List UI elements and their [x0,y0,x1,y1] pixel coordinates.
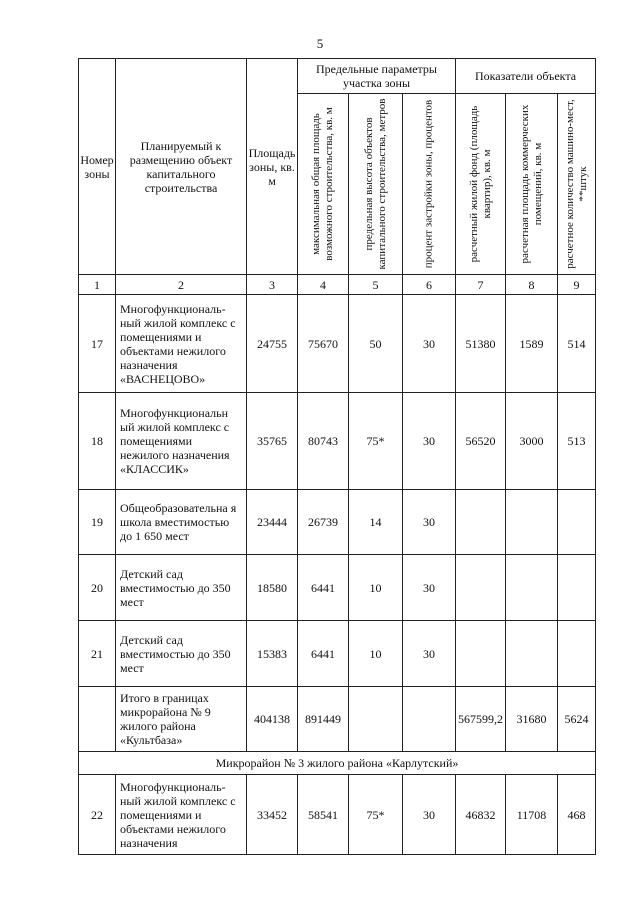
table-row [79,490,596,555]
max-height-cell: 50 [349,295,403,393]
table-row [79,621,596,687]
build-percent-cell: 30 [403,555,456,621]
commercial-area-cell [506,555,558,621]
zone-area-cell: 15383 [247,621,298,687]
zone-number-cell: 20 [79,555,116,621]
build-percent-cell: 30 [403,295,456,393]
living-fund-cell: 567599,2 [456,687,506,752]
object-name-cell: Детский сад вместимостью до 350 мест [116,621,247,687]
max-height-cell: 10 [349,621,403,687]
table-row [79,555,596,621]
zones-table [78,58,596,855]
zone-number-cell: 22 [79,775,116,855]
parking-cell: 514 [558,295,596,393]
max-area-cell: 80743 [298,393,349,490]
max-height-cell: 75* [349,393,403,490]
build-percent-cell: 30 [403,621,456,687]
zone-number-cell: 21 [79,621,116,687]
header-max-height: предельная высота объектов капитального строительства, метров [349,94,403,275]
zone-number-cell: 17 [79,295,116,393]
max-area-cell: 58541 [298,775,349,855]
col-number: 5 [349,275,403,295]
table-row [79,393,596,490]
table-row [79,775,596,855]
zone-area-cell: 18580 [247,555,298,621]
col-number: 8 [506,275,558,295]
zone-number-cell [79,687,116,752]
page-number: 5 [316,36,324,51]
max-area-cell: 6441 [298,555,349,621]
object-name-cell: Итого в границах микрорайона № 9 жилого района «Культбаза» [116,687,247,752]
header-object-indicators: Показатели объекта [456,59,596,94]
zone-number-cell: 18 [79,393,116,490]
col-number: 9 [558,275,596,295]
col-number: 7 [456,275,506,295]
max-area-cell: 6441 [298,621,349,687]
build-percent-cell: 30 [403,393,456,490]
object-name-cell: Общеобразовательна я школа вместимостью до 1 650 мест [116,490,247,555]
zone-area-cell: 24755 [247,295,298,393]
living-fund-cell [456,490,506,555]
zone-area-cell: 33452 [247,775,298,855]
table-row [79,295,596,393]
column-numbers-row [79,275,596,295]
col-number: 1 [79,275,116,295]
zone-area-cell: 35765 [247,393,298,490]
max-area-cell: 75670 [298,295,349,393]
header-zone-number: Номер зоны [79,59,116,275]
commercial-area-cell: 1589 [506,295,558,393]
header-build-percent: процент застройки зоны, процентов [403,94,456,275]
build-percent-cell: 30 [403,490,456,555]
object-name-cell: Многофункциональ-ный жилой комплекс с помещениями и объектами нежилого назначения [116,775,247,855]
parking-cell: 513 [558,393,596,490]
header-planned-object: Планируемый к размещению объект капитального строительства [116,59,247,275]
col-number: 3 [247,275,298,295]
commercial-area-cell: 11708 [506,775,558,855]
header-max-area: максимальная общая площадь возможного строительства, кв. м [298,94,349,275]
header-commercial-area: расчетная площадь коммерческих помещений, кв. м [506,94,558,275]
object-name-cell: Детский сад вместимостью до 350 мест [116,555,247,621]
commercial-area-cell [506,490,558,555]
header-parking: расчетное количество машино-мест, **штук [558,94,596,275]
max-height-cell: 75* [349,775,403,855]
parking-cell [558,490,596,555]
max-height-cell [349,687,403,752]
object-name-cell: Многофункциональ-ный жилой комплекс с помещениями и объектами нежилого назначения «ВАСНЕЦОВО» [116,295,247,393]
max-height-cell: 14 [349,490,403,555]
build-percent-cell [403,687,456,752]
zone-area-cell: 23444 [247,490,298,555]
col-number: 4 [298,275,349,295]
max-area-cell: 891449 [298,687,349,752]
commercial-area-cell [506,621,558,687]
table-row [79,687,596,752]
section-row [79,752,596,775]
max-area-cell: 26739 [298,490,349,555]
parking-cell [558,621,596,687]
header-limit-params: Предельные параметры участка зоны [298,59,456,94]
col-number: 6 [403,275,456,295]
living-fund-cell [456,555,506,621]
col-number: 2 [116,275,247,295]
build-percent-cell: 30 [403,775,456,855]
living-fund-cell [456,621,506,687]
living-fund-cell: 51380 [456,295,506,393]
section-title: Микрорайон № 3 жилого района «Карлутский» [79,752,596,775]
header-living-fund: расчетный жилой фонд (площадь квартир), кв. м [456,94,506,275]
living-fund-cell: 46832 [456,775,506,855]
header-zone-area: Площадь зоны, кв. м [247,59,298,275]
parking-cell: 5624 [558,687,596,752]
parking-cell: 468 [558,775,596,855]
zone-area-cell: 404138 [247,687,298,752]
commercial-area-cell: 31680 [506,687,558,752]
object-name-cell: Многофункциональн ый жилой комплекс с помещениями нежилого назначения «КЛАССИК» [116,393,247,490]
living-fund-cell: 56520 [456,393,506,490]
zone-number-cell: 19 [79,490,116,555]
parking-cell [558,555,596,621]
commercial-area-cell: 3000 [506,393,558,490]
max-height-cell: 10 [349,555,403,621]
